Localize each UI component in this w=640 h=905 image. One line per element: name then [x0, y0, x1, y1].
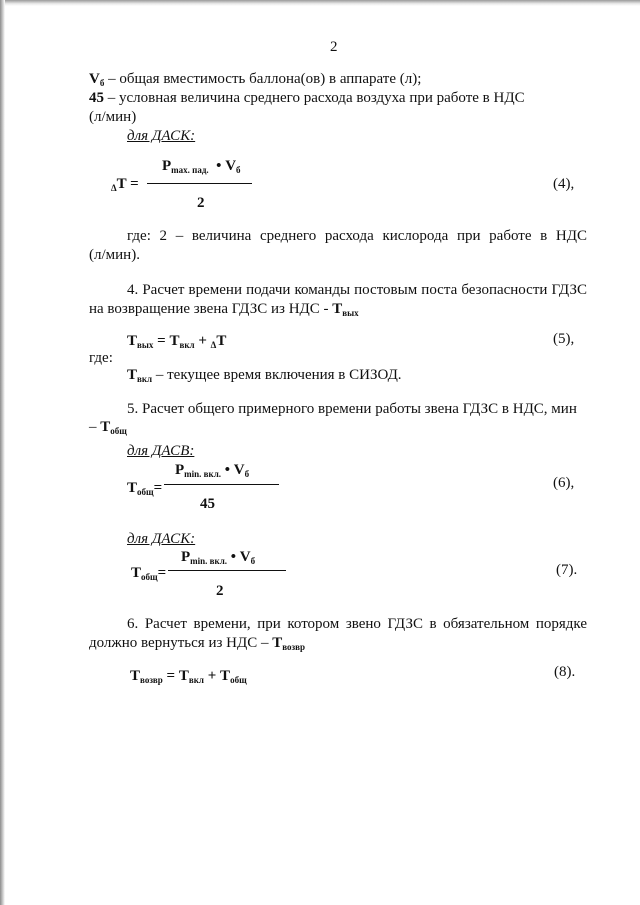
where-word: где: — [89, 350, 113, 366]
eq4-lhs: $_\Delta$T = — [111, 176, 139, 193]
n45-definition-line2: (л/мин) — [89, 109, 137, 125]
n45-definition-line1 — [89, 89, 525, 107]
eq5-formula: $T_{вых} = T_{вкл} + _\Delta T$ — [127, 333, 227, 350]
eq4-fraction-line — [147, 183, 252, 184]
eq4-label: (4), — [553, 176, 575, 192]
eq8-formula: $T_{возвр} = T_{вкл} + T_{общ}$ — [130, 668, 247, 685]
eq6-fraction-line — [164, 484, 279, 485]
vb-text: – общая вместимость баллона(ов) в аппарате (л); — [104, 71, 422, 87]
item4-line2: на возвращение звена ГДЗС из НДС - $T_{вых}$ — [89, 301, 359, 318]
dask-heading-2: для ДАСК: — [127, 531, 196, 547]
scan-edge-top — [0, 0, 640, 6]
eq5-label: (5), — [553, 331, 575, 347]
eq4-numerator: $P_{max. пад.}$ • $V_б$ — [162, 158, 241, 175]
where2-line1: где: 2 – величина среднего расхода кислорода при работе в НДС — [127, 228, 587, 244]
eq8-label: (8). — [554, 664, 576, 680]
n45-text: – условная величина среднего расхода воздуха при работе в НДС — [104, 90, 525, 106]
eq7-fraction-line — [168, 570, 286, 571]
item4-line1: 4. Расчет времени подачи команды постовым поста безопасности ГДЗС — [127, 282, 587, 298]
page-number: 2 — [330, 39, 338, 55]
item5-line2: – $T_{общ}$ — [89, 419, 127, 436]
vb-definition — [89, 70, 421, 88]
item5-line1: 5. Расчет общего примерного времени работы звена ГДЗС в НДС, мин — [127, 401, 577, 417]
vb-symbol-sub: б — [99, 78, 105, 88]
eq6-denominator: 45 — [200, 496, 215, 512]
eq7-denominator: 2 — [216, 583, 224, 599]
eq7-label: (7). — [556, 562, 578, 578]
dask-heading-1: для ДАСК: — [127, 128, 196, 144]
eq7-lhs: $T_{общ}=$ — [131, 565, 167, 582]
vb-symbol: V — [89, 71, 100, 87]
item6-line1: 6. Расчет времени, при котором звено ГДЗС в обязательном порядке — [127, 616, 587, 632]
item6-line2: должно вернуться из НДС – $T_{возвр}$ — [89, 635, 306, 652]
scan-edge-left — [0, 0, 5, 905]
tvkl-definition: $T_{вкл}$ – текущее время включения в СИЗОД. — [127, 367, 402, 384]
eq6-label: (6), — [553, 475, 575, 491]
eq6-lhs: $T_{общ}=$ — [127, 480, 163, 497]
n45-number: 45 — [89, 90, 104, 106]
eq7-numerator: $P_{min. вкл.}$ • $V_б$ — [181, 549, 256, 566]
eq4-denominator: 2 — [197, 195, 205, 211]
eq6-numerator: $P_{min. вкл.}$ • $V_б$ — [175, 462, 250, 479]
where2-line2: (л/мин). — [89, 247, 140, 263]
dasv-heading: для ДАСВ: — [127, 443, 195, 459]
